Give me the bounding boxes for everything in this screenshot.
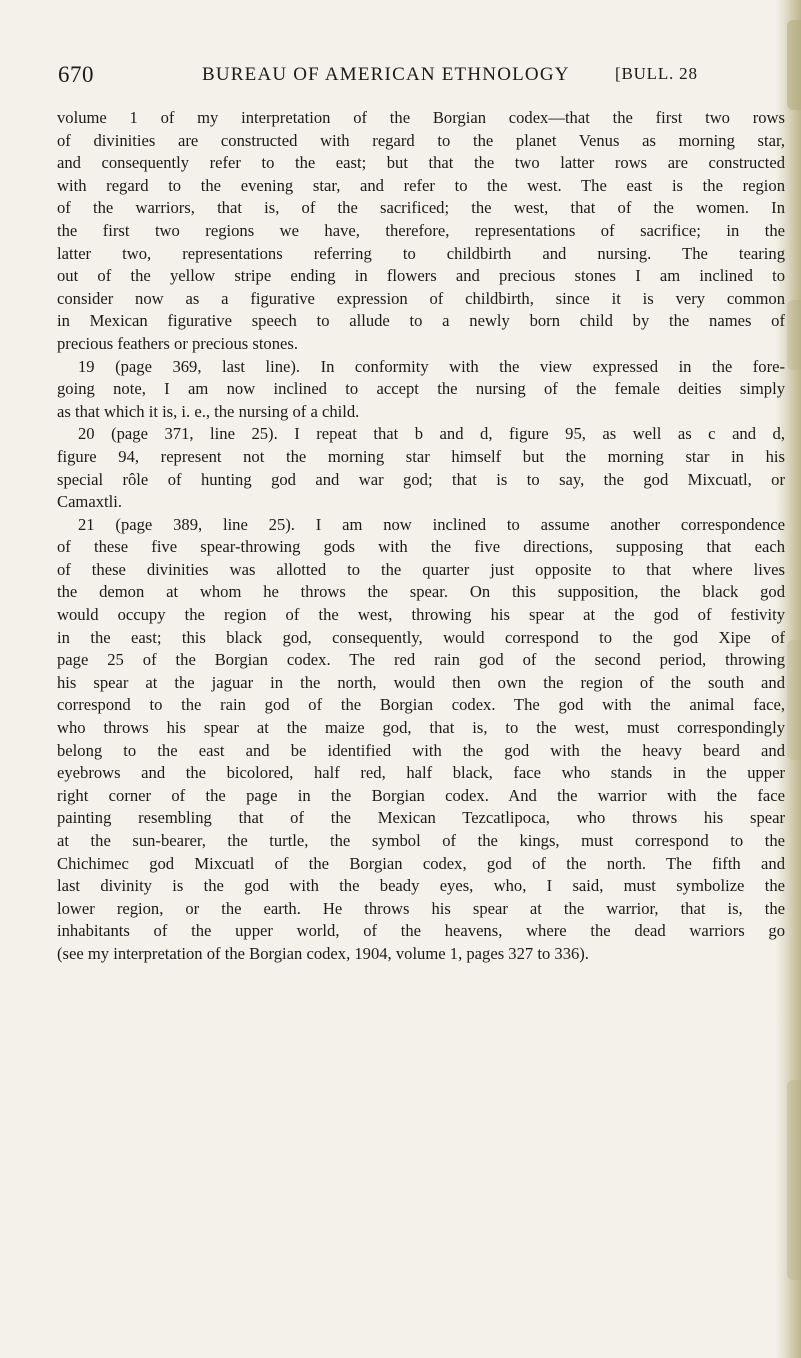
- text-line: last divinity is the god with the beady eyes, who, I said, must symbolize the: [57, 876, 785, 896]
- text-line: Chichimec god Mixcuatl of the Borgian codex, god of the north. The fifth and: [57, 853, 785, 873]
- text-line: the demon at whom he throws the spear. On this supposition, the black god: [57, 582, 785, 602]
- text-line: 20 (page 371, line 25). I repeat that b and d, figure 95, as well as c and d,: [78, 424, 785, 444]
- text-line: inhabitants of the upper world, of the heavens, where the dead warriors go: [57, 921, 785, 941]
- page-edge-stain: [787, 20, 801, 110]
- text-line: consider now as a figurative expression of childbirth, since it is very common: [57, 288, 785, 308]
- text-line: 19 (page 369, last line). In conformity with the view expressed in the fore-: [78, 356, 785, 376]
- text-line: out of the yellow stripe ending in flowers and precious stones I am inclined to: [57, 266, 785, 286]
- running-title: BUREAU OF AMERICAN ETHNOLOGY: [202, 64, 570, 85]
- text-line: page 25 of the Borgian codex. The red rain god of the second period, throwing: [57, 650, 785, 670]
- text-line: the first two regions we have, therefore, representations of sacrifice; in the: [57, 220, 785, 240]
- bulletin-number: [BULL. 28: [615, 64, 698, 83]
- text-line: as that which it is, i. e., the nursing of a child.: [57, 401, 360, 421]
- page-edge-stain: [787, 1080, 801, 1280]
- text-line: Camaxtli.: [57, 492, 122, 512]
- text-line: special rôle of hunting god and war god; that is to say, the god Mixcuatl, or: [57, 469, 785, 489]
- text-line: latter two, representations referring to childbirth and nursing. The tearing: [57, 243, 785, 263]
- text-line: figure 94, represent not the morning star himself but the morning star in his: [57, 446, 785, 466]
- text-line: of the warriors, that is, of the sacrificed; the west, that of the women. In: [57, 198, 785, 218]
- text-line: of divinities are constructed with regard to the planet Venus as morning star,: [57, 130, 785, 150]
- text-line: precious feathers or precious stones.: [57, 333, 298, 353]
- text-line: going note, I am now inclined to accept the nursing of the female deities simply: [57, 379, 785, 399]
- text-line: eyebrows and the bicolored, half red, half black, face who stands in the upper: [57, 763, 785, 783]
- text-line: who throws his spear at the maize god, that is, to the west, must correspondingly: [57, 718, 785, 738]
- body-text: [57, 107, 785, 966]
- text-line: in the east; this black god, consequently, would correspond to the god Xipe of: [57, 627, 785, 647]
- text-line: would occupy the region of the west, throwing his spear at the god of festivity: [57, 605, 785, 625]
- text-line: with regard to the evening star, and refer to the west. The east is the region: [57, 175, 785, 195]
- text-line: of these five spear-throwing gods with the five directions, supposing that each: [57, 537, 785, 557]
- text-line: belong to the east and be identified with the god with the heavy beard and: [57, 740, 785, 760]
- text-line: and consequently refer to the east; but that the two latter rows are constructed: [57, 153, 785, 173]
- text-line: volume 1 of my interpretation of the Borgian codex—that the first two rows: [57, 108, 785, 127]
- text-line: his spear at the jaguar in the north, would then own the region of the south and: [57, 672, 785, 692]
- text-line: right corner of the page in the Borgian codex. And the warrior with the face: [57, 785, 785, 805]
- text-line: 21 (page 389, line 25). I am now inclined to assume another correspondence: [78, 514, 785, 534]
- page-number: 670: [58, 62, 94, 87]
- page-header: [58, 62, 784, 92]
- text-line: in Mexican figurative speech to allude to a newly born child by the names of: [57, 311, 785, 331]
- page-edge-stain: [787, 640, 801, 760]
- text-line: (see my interpretation of the Borgian codex, 1904, volume 1, pages 327 to 336).: [57, 943, 589, 963]
- text-line: lower region, or the earth. He throws his spear at the warrior, that is, the: [57, 898, 785, 918]
- text-line: at the sun-bearer, the turtle, the symbol of the kings, must correspond to the: [57, 831, 785, 850]
- text-line: painting resembling that of the Mexican Tezcatlipoca, who throws his spear: [57, 808, 785, 828]
- page-edge-stain: [787, 300, 801, 370]
- text-line: of these divinities was allotted to the quarter just opposite to that where lives: [57, 559, 785, 579]
- text-line: correspond to the rain god of the Borgian codex. The god with the animal face,: [57, 695, 785, 715]
